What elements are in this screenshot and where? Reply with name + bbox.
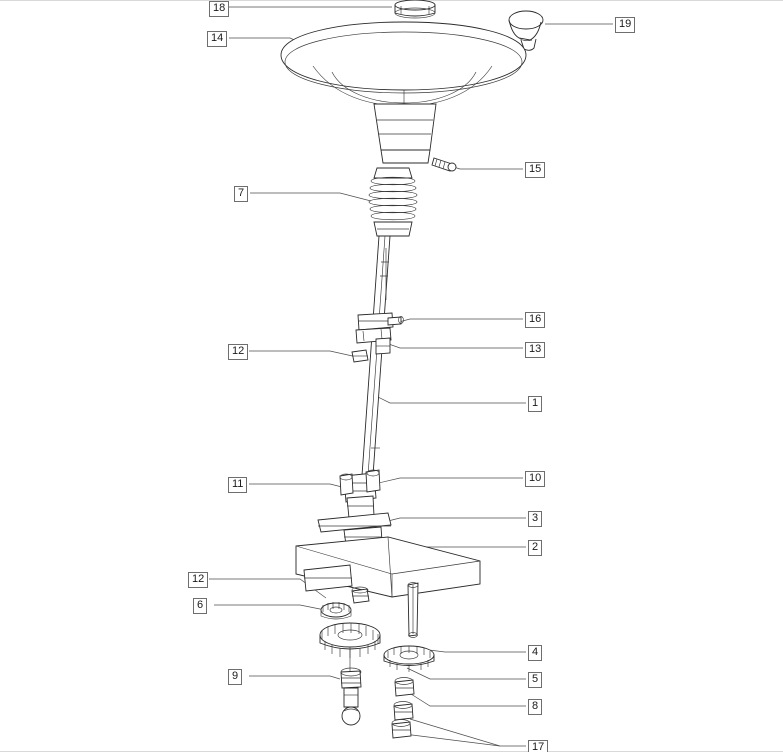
callout-13[interactable]: 13 bbox=[525, 342, 545, 358]
part-15-screw bbox=[432, 158, 456, 171]
steering-gear-housing bbox=[296, 537, 480, 638]
callout-12-lower[interactable]: 12 bbox=[188, 572, 208, 588]
callout-4[interactable]: 4 bbox=[528, 645, 542, 661]
callout-7[interactable]: 7 bbox=[234, 186, 248, 202]
callout-14[interactable]: 14 bbox=[207, 31, 227, 47]
part-6-gear-small bbox=[321, 602, 351, 619]
callout-10[interactable]: 10 bbox=[525, 471, 545, 487]
callout-18[interactable]: 18 bbox=[209, 1, 229, 17]
part-17-nuts bbox=[392, 702, 413, 739]
callout-12-upper[interactable]: 12 bbox=[228, 344, 248, 360]
callout-15[interactable]: 15 bbox=[525, 162, 545, 178]
part-10-11-bearing-housing bbox=[340, 470, 380, 518]
part-14-steering-wheel bbox=[281, 22, 526, 163]
callout-2[interactable]: 2 bbox=[528, 540, 542, 556]
part-9-lower-bushing bbox=[341, 668, 361, 725]
callout-19[interactable]: 19 bbox=[615, 17, 635, 33]
callout-8[interactable]: 8 bbox=[528, 699, 542, 715]
callout-9[interactable]: 9 bbox=[228, 669, 242, 685]
callout-17[interactable]: 17 bbox=[528, 740, 548, 752]
callout-16[interactable]: 16 bbox=[525, 312, 545, 328]
part-18-column-cap bbox=[395, 0, 435, 18]
part-4-large-gear bbox=[320, 623, 380, 672]
callout-5[interactable]: 5 bbox=[528, 672, 542, 688]
callout-3[interactable]: 3 bbox=[528, 511, 542, 527]
part-5-gear-ring bbox=[384, 646, 434, 672]
callout-6[interactable]: 6 bbox=[193, 598, 207, 614]
part-16-upper-bracket bbox=[358, 313, 404, 330]
part-7-rubber-bellows bbox=[369, 168, 417, 236]
part-8-nut bbox=[395, 678, 414, 697]
callout-1[interactable]: 1 bbox=[528, 396, 542, 412]
callout-11[interactable]: 11 bbox=[228, 477, 247, 493]
part-12-upper-nut bbox=[352, 350, 368, 362]
